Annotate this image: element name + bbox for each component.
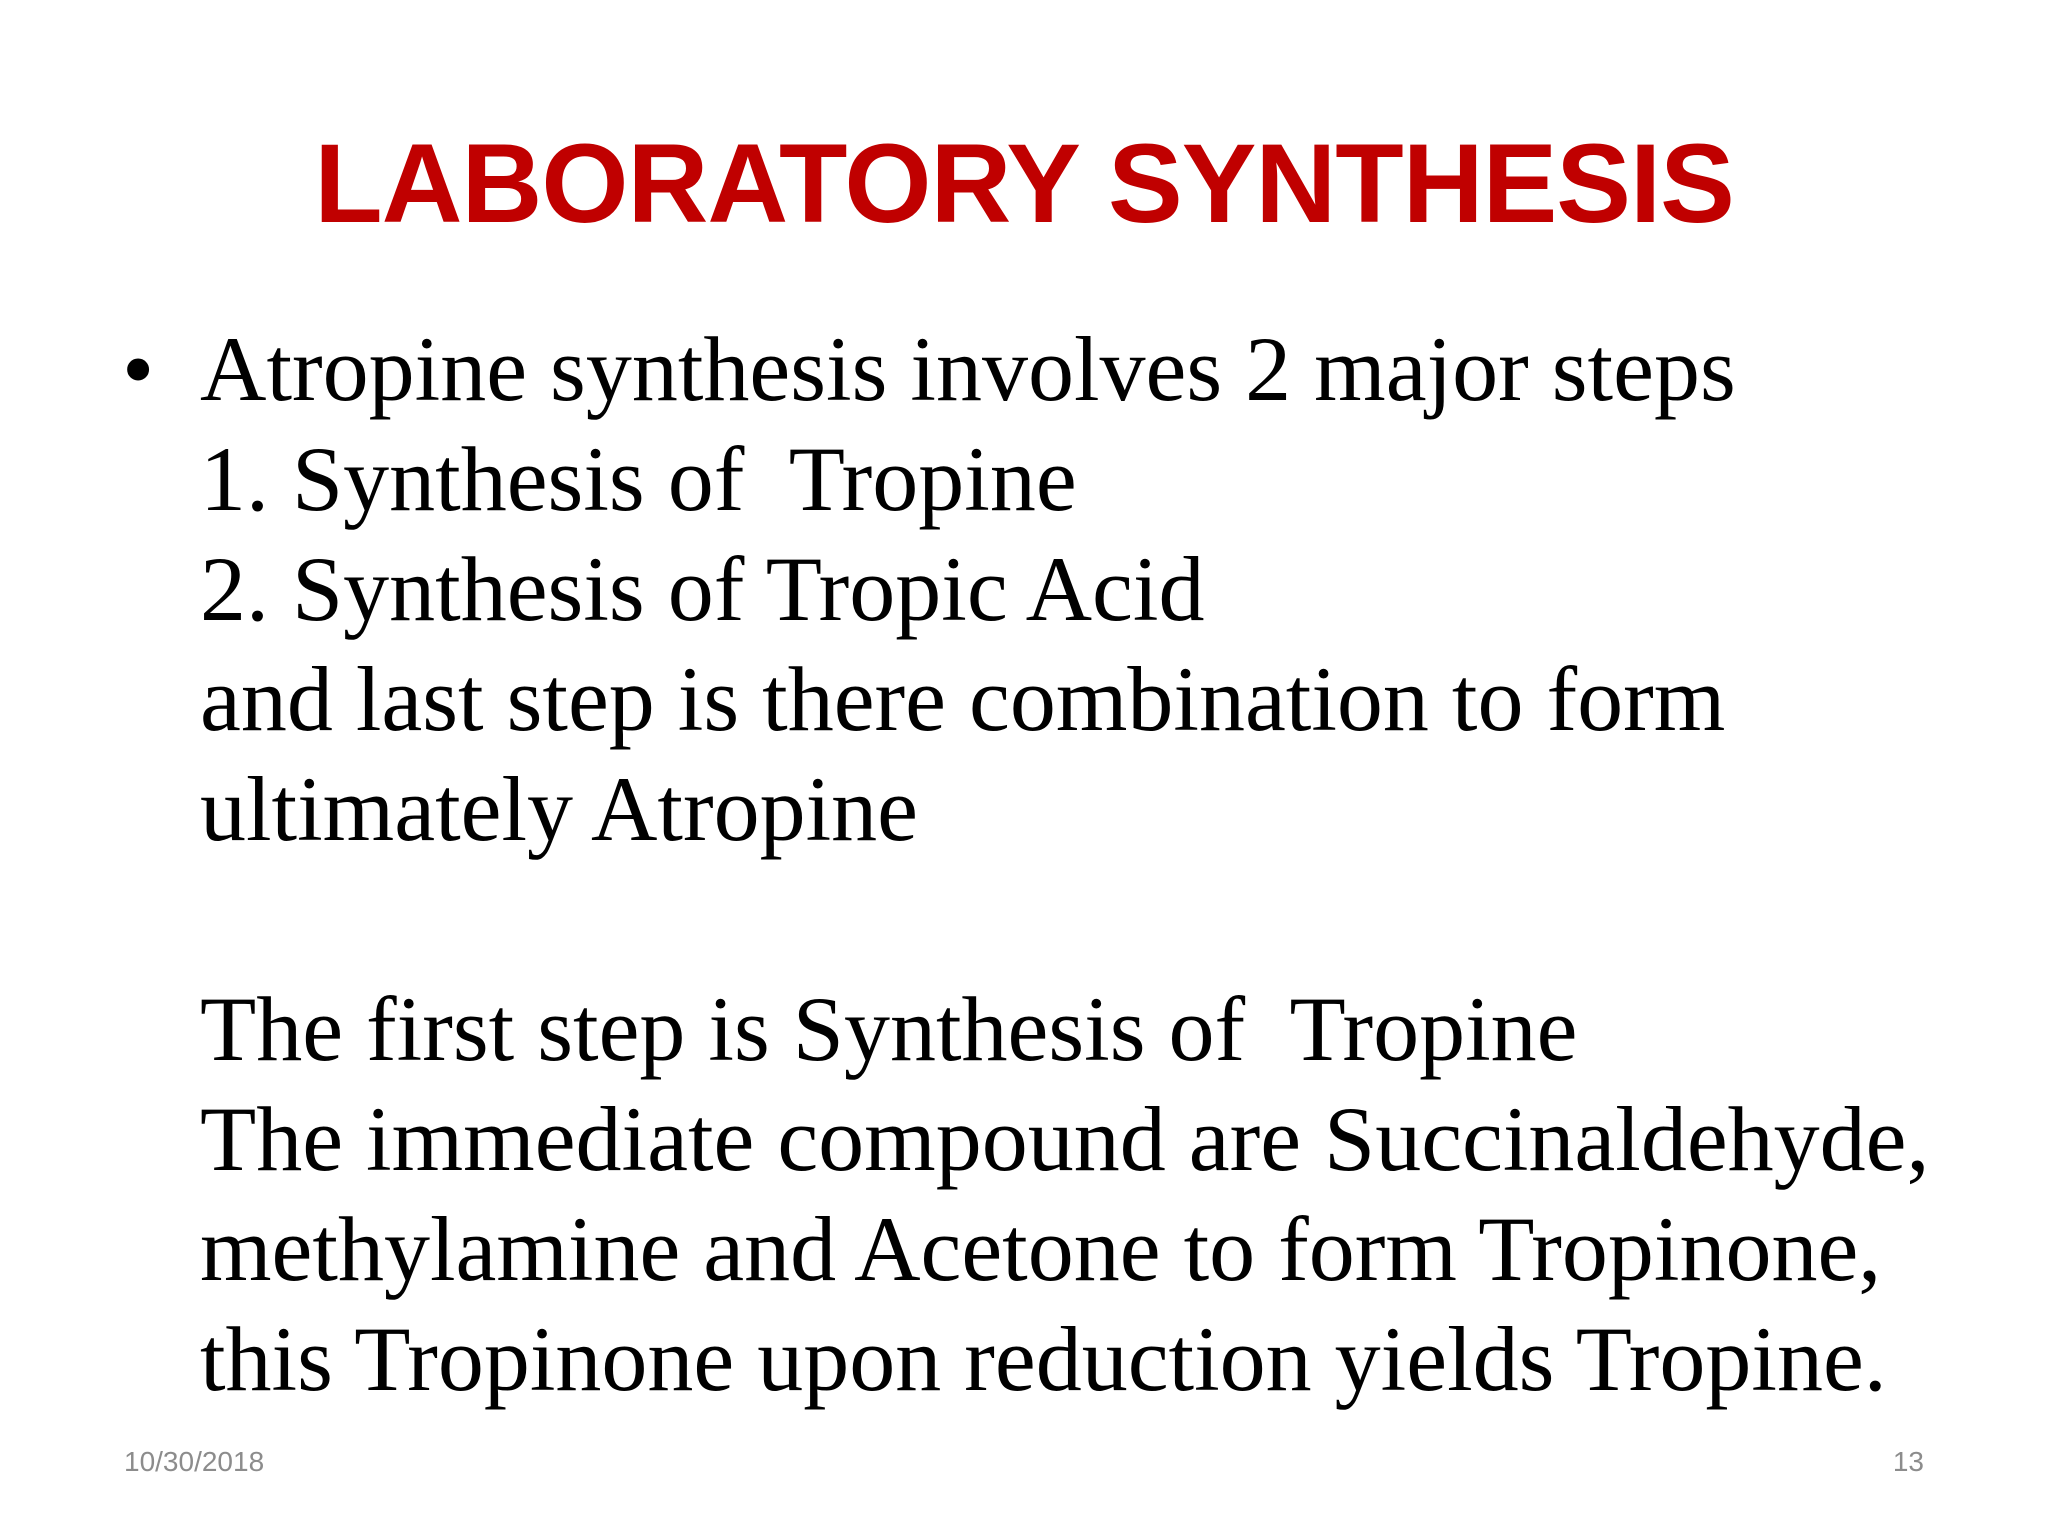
body-line-4: and last step is there combination to form: [200, 648, 1726, 750]
slide-body: [200, 314, 2000, 1414]
body-line-7: The immediate compound are Succinaldehyde,: [200, 1088, 1930, 1190]
footer-page-number: 13: [1892, 1446, 1924, 1477]
slide-title: LABORATORY SYNTHESIS: [314, 121, 1734, 246]
body-line-2: 1. Synthesis of Tropine: [200, 428, 1077, 530]
body-line-8: methylamine and Acetone to form Tropinone,: [200, 1198, 1882, 1300]
body-line-1: Atropine synthesis involves 2 major steps: [200, 318, 1736, 420]
body-line-6: The first step is Synthesis of Tropine: [200, 978, 1578, 1080]
body-line-9: this Tropinone upon reduction yields Tropine.: [200, 1308, 1887, 1410]
body-line-3: 2. Synthesis of Tropic Acid: [200, 538, 1205, 640]
body-line-5: ultimately Atropine: [200, 758, 918, 860]
bullet-icon: •: [122, 318, 155, 420]
footer-date: 10/30/2018: [124, 1446, 265, 1477]
paragraph-gap: [200, 864, 2000, 974]
